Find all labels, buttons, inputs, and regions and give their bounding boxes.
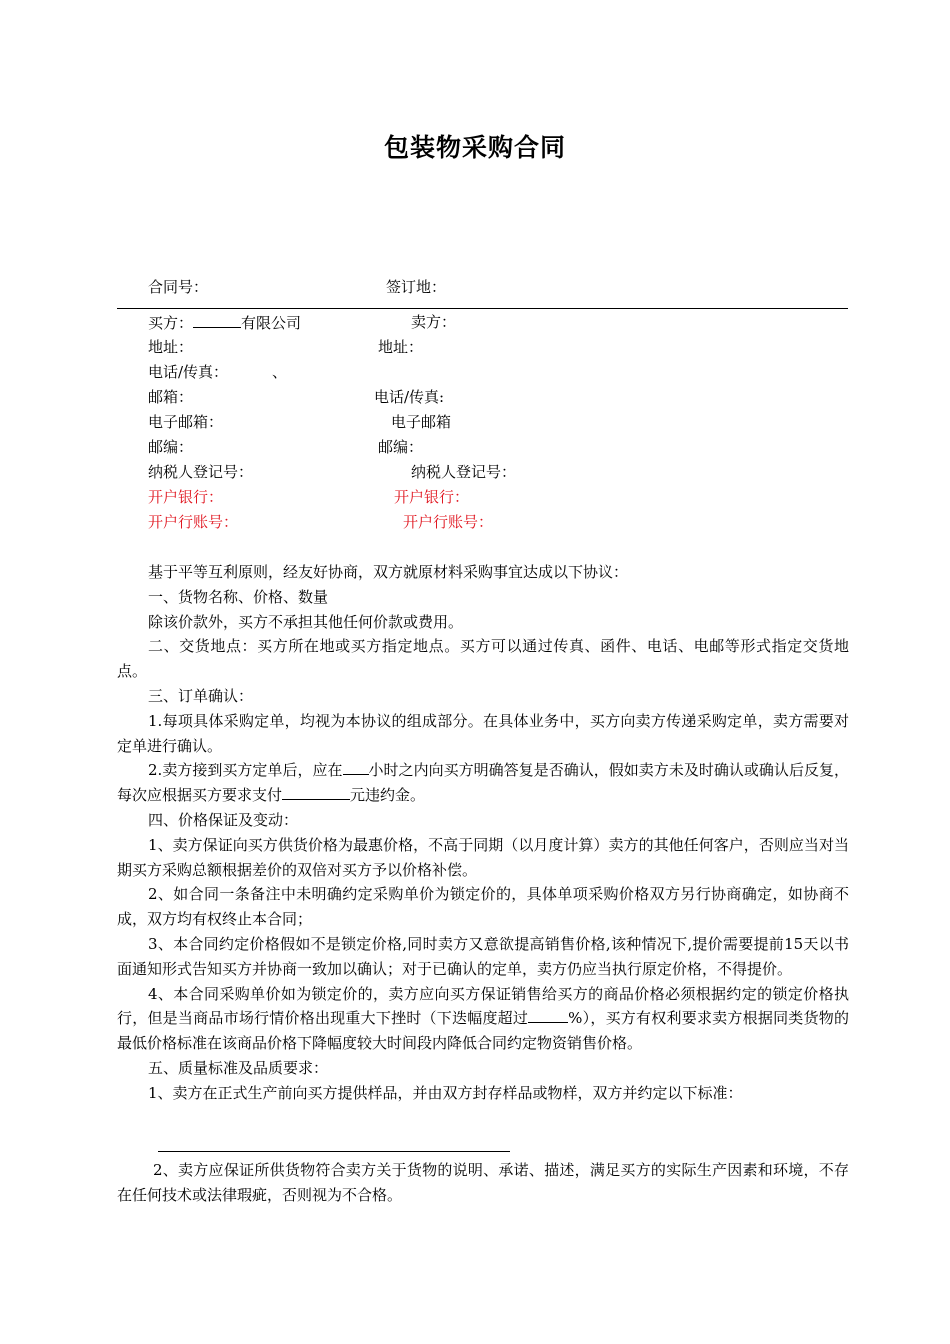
sign-place-label: 签订地： bbox=[386, 278, 447, 296]
section-5-clause-2: 2、卖方应保证所供货物符合卖方关于货物的说明、承诺、描述，满足买方的实际生产因素和环境，不存在任何技术或法律瑕疵，否则视为不合格。 bbox=[117, 1161, 849, 1204]
seller-address-label: 地址： bbox=[378, 338, 424, 356]
seller-bank-label: 开户银行： bbox=[394, 488, 470, 506]
page-title: 包装物采购合同 bbox=[383, 133, 566, 162]
buyer-bank-label: 开户银行： bbox=[148, 488, 224, 506]
buyer-line bbox=[148, 312, 301, 333]
clause-3-2-part-c: 元违约金。 bbox=[350, 786, 426, 805]
header-divider bbox=[117, 308, 848, 309]
section-1-heading: 一、货物名称、价格、数量 bbox=[148, 587, 329, 606]
buyer-name-blank bbox=[193, 312, 241, 328]
section-4-clause-3: 3、本合同约定价格假如不是锁定价格,同时卖方又意欲提高销售价格,该种情况下,提价需要提前15天以书面通知形式告知买方并协商一致加以确认；对于已确认的定单，卖方仍应当执行原定价格，不得提价。 bbox=[117, 934, 849, 978]
section-4-heading: 四、价格保证及变动： bbox=[148, 810, 299, 829]
seller-account-label: 开户行账号： bbox=[403, 513, 494, 531]
buyer-postcode-label: 邮编： bbox=[148, 438, 194, 456]
clause-4-4-part-a: 4、本合同采购单价如为锁定价的，卖方应向买方保证销售给买方的商品价格必须根据约定的锁定价格执行，但是当商品市场行情价格出现重大下挫时（下迭幅度超过 bbox=[117, 984, 849, 1028]
section-1-text: 除该价款外，买方不承担其他任何价款或费用。 bbox=[148, 612, 464, 631]
seller-postcode-label: 邮编： bbox=[378, 438, 424, 456]
section-5-clause-1: 1、卖方在正式生产前向买方提供样品，并由双方封存样品或物样，双方并约定以下标准： bbox=[148, 1083, 743, 1102]
section-4-clause-2: 2、如合同一条备注中未明确约定采购单价为锁定价的，具体单项采购价格双方另行协商确定，如协商不成，双方均有权终止本合同； bbox=[117, 885, 849, 929]
contract-no-label: 合同号： bbox=[148, 278, 209, 296]
buyer-phone-label: 电话/传真： bbox=[148, 363, 229, 381]
section-3-clause-2 bbox=[117, 758, 849, 808]
section-3-heading: 三、订单确认： bbox=[148, 686, 254, 705]
clause-4-4-part-b: %），买方有权利要求卖方根据同类货物的最低价格标准在该商品价格下降幅度较大时间段内降低合同约定物资销售价格。 bbox=[117, 1009, 849, 1053]
seller-label: 卖方： bbox=[411, 313, 457, 331]
standard-blank-line bbox=[158, 1151, 510, 1152]
buyer-email-label: 电子邮箱： bbox=[148, 413, 224, 431]
buyer-account-label: 开户行账号： bbox=[148, 513, 239, 531]
section-4-clause-4 bbox=[117, 982, 849, 1056]
contract-body bbox=[117, 560, 849, 1106]
seller-email-label: 电子邮箱 bbox=[391, 413, 452, 431]
penalty-amount-blank bbox=[282, 784, 350, 800]
section-5-heading: 五、质量标准及品质要求： bbox=[148, 1058, 329, 1077]
seller-tax-id-label: 纳税人登记号： bbox=[411, 463, 517, 481]
seller-phone-label: 电话/传真: bbox=[374, 388, 445, 406]
section-3-clause-1: 1.每项具体采购定单，均视为本协议的组成部分。在具体业务中，买方向卖方传递采购定单，卖方需要对定单进行确认。 bbox=[117, 711, 849, 755]
intro-paragraph: 基于平等互利原则，经友好协商，双方就原材料采购事宜达成以下协议： bbox=[148, 563, 629, 581]
drop-percent-blank bbox=[528, 1007, 568, 1023]
buyer-address-label: 地址： bbox=[148, 338, 194, 356]
buyer-postbox-label: 邮箱： bbox=[148, 388, 194, 406]
hours-blank bbox=[343, 759, 369, 775]
buyer-company-suffix: 有限公司 bbox=[241, 314, 302, 332]
buyer-label: 买方： bbox=[148, 314, 194, 332]
section-2-paragraph: 二、交货地点：买方所在地或买方指定地点。买方可以通过传真、函件、电话、电邮等形式指定交货地点。 bbox=[117, 637, 849, 681]
clause-3-2-part-a: 2.卖方接到买方定单后，应在 bbox=[148, 761, 343, 780]
buyer-tax-id-label: 纳税人登记号： bbox=[148, 463, 254, 481]
clause-3-2-part-b: 小时之内向买方明确答复是否确认，假如卖方未及时确认或确认后反复，每次应根据买方要求支付 bbox=[117, 761, 849, 805]
section-4-clause-1: 1、卖方保证向买方供货价格为最惠价格，不高于同期（以月度计算）卖方的其他任何客户，否则应当对当期买方采购总额根据差价的双倍对买方予以价格补偿。 bbox=[117, 835, 849, 879]
contract-body-continued bbox=[117, 1158, 849, 1208]
buyer-phone-separator: 、 bbox=[272, 363, 288, 381]
